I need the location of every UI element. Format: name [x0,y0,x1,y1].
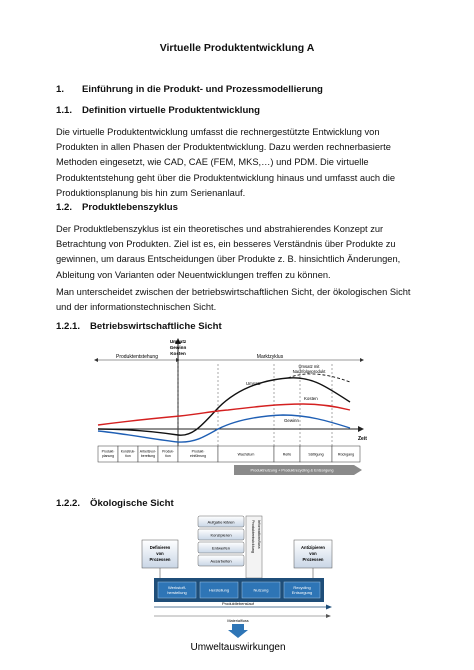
heading-1-1-number: 1.1. [56,105,73,116]
phase-row [98,446,360,462]
y-axis-label-1: Umsatz [169,339,187,344]
phase-5-line-1: Produkt- [191,449,205,454]
heading-1-2-2-number: 1.2.2. [56,498,81,509]
material-flow-label: Materialfluss [227,619,249,623]
x-axis-arrow [358,426,364,432]
phase-recycling-line-1: Recycling [293,585,311,590]
heading-1-2-2-text: Ökologische Sicht [90,498,174,509]
phase-7-label: Reife [282,452,292,457]
anticipate-processes-line-2: von [309,551,317,556]
phase-1-line-2: planung [101,454,115,458]
step-label-3: Entwerfen [211,545,231,551]
anticipate-processes-line-1: Antizipieren [301,545,325,550]
step-label-2: Konzipieren [210,532,232,538]
label-successor-1: Umsatz mit [298,364,320,369]
phase-manufacturing-label: Herstellung [208,587,230,593]
x-axis-label: Zeit [358,436,367,442]
material-flow-arrow [326,614,331,618]
phase-4-line-2: tion [165,454,171,458]
anticipate-processes-line-3: Prozessen [302,557,324,562]
heading-1-number: 1. [56,84,65,95]
define-processes-line-1: Definieren [149,545,171,550]
phase-4-line-1: Produk- [162,449,174,454]
define-processes-line-2: von [156,551,164,556]
cost-curve [98,404,350,425]
step-label-4: Ausarbeiten [210,558,232,564]
phase-2-line-2: tion [125,454,131,458]
usage-recycling-label: Produktnutzung + Produktrecycling & Entsorgung [250,468,334,473]
heading-1-2-1 [56,321,222,332]
define-processes-line-3: Prozessen [149,557,171,562]
phase-9-label: Rückgang [337,452,355,457]
heading-1-2-1-number: 1.2.1. [56,321,81,332]
phase-3-line-2: bereitung [140,454,156,458]
heading-1-2-2 [56,498,174,509]
lifecycle-arrow-head [326,605,332,610]
y-axis-label-2: Gewinn [169,345,187,350]
lifecycle-label: Produktlebenslauf [221,601,255,606]
phase-1-line-1: Produkt- [101,449,115,454]
environmental-impacts-label: Umweltauswirkungen [190,642,286,653]
heading-1-2-1-text: Betriebswirtschaftliche Sicht [90,321,222,332]
phase-5-line-2: einführung [189,454,207,458]
phase-usage-label: Nutzung [253,587,269,593]
y-axis-label-3: Kosten [170,351,186,356]
heading-1-2-text: Produktlebenszyklus [82,202,178,213]
heading-1-2-number: 1.2. [56,202,73,213]
label-revenue: Umsatz [246,381,261,386]
document-title: Virtuelle Produktentwicklung A [159,42,315,54]
ecological-diagram-svg [138,512,338,656]
vertical-label-development: Produktentwicklung [251,520,255,553]
phase-8-label: Sättigung [308,452,324,457]
phase-right-label: Marktzyklus [256,354,284,360]
paragraph-definition: Die virtuelle Produktentwicklung umfasst die rechnergestützte Entwicklung von Produkten in allen Phasen der Produktentwicklung. Dazu werden rechnerbasierte Methoden eingesetzt, wie CAD, CAE (FEM, MKS,…) und PDM. Die virtuelle Produktentstehung geht über die Produktentwicklung hinaus und umfasst auch die Produktionsplanung bis hin zum Serienanlauf. [56,127,396,198]
heading-1-2 [56,202,178,213]
label-successor-2: Nachfolgeprodukt [292,369,326,374]
heading-1-1 [56,105,260,116]
paragraph-views: Man unterscheidet zwischen der betriebswirtschaftlichen Sicht, der ökologischen Sicht und der informationstechnischen Sicht. [56,287,411,313]
lifecycle-diagram-svg [88,336,388,486]
heading-1-1-text: Definition virtuelle Produktentwicklung [82,105,261,116]
phase-left-label: Produktentstehung [116,354,158,360]
heading-1-text: Einführung in die Produkt- und Prozessmodellierung [82,84,323,95]
vertical-label-infoflow: Informationsfluss [257,520,261,549]
phase-recycling-line-2: Entsorgung [291,590,313,595]
step-label-1: Aufgabe klären [207,519,235,525]
label-profit: Gewinn [284,418,299,423]
phase-3-line-1: Arbeitsvor- [139,449,157,454]
phase-left-arrow-l [94,358,98,362]
phase-right-arrow [360,358,364,362]
heading-1 [56,84,323,95]
lifecycle-diagram [88,336,388,486]
phase-material-production-line-1: Werkstoff- [167,585,187,590]
impact-arrow [228,624,248,638]
phase-material-production-line-2: herstellung [167,590,187,595]
phase-6-label: Wachstum [237,452,255,457]
label-costs: Kosten [304,396,318,401]
ecological-diagram [138,512,338,656]
phase-2-line-1: Konstruk- [120,449,136,454]
paragraph-lifecycle: Der Produktlebenszyklus ist ein theoretisches und abstrahierendes Konzept zur Betrachtung von Produkten. Ziel ist es, ein besseres Verständnis über Produkte zu gewinnen, um daraus Entscheidungen über Produkte z. B. hinsichtlich Änderungen, Ableitung von Varianten oder Neuentwicklungen treffen zu können. [56,224,401,280]
